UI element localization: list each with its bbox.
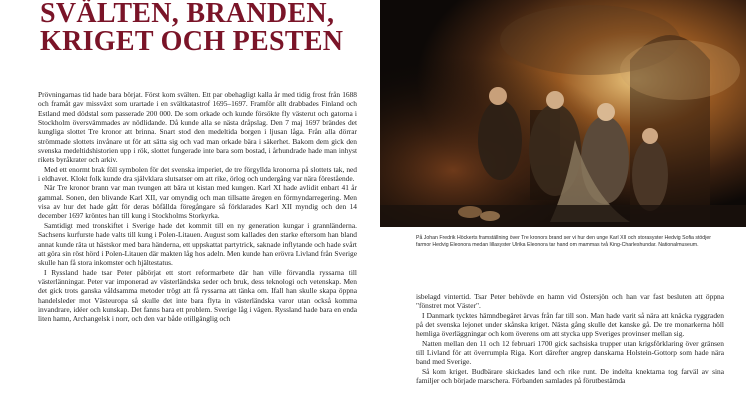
paragraph: När Tre kronor brann var man tvungen att bära ut kistan med kungen. Karl XI hade avlidit enbart 41 år gammal. Sonen, den blivande Karl XII, var omyndig och man tillsatte äregen en förmyndarregering. Men visa av hur det hade gått för deras böfällda föregångare så förklarades Karl XII myndig och den 14 december 1697 kröntes han till kung i Stockholms Storkyrka. (38, 183, 357, 221)
title-line-1: SVÄLTEN, BRANDEN, (40, 0, 335, 29)
painting-illustration (380, 0, 746, 227)
paragraph: Med ett enormt brak föll symbolen för det svenska imperiet, de tre förgyllda kronorna på slottets tak, ned i eldhavet. Klokt folk kunde dra självklara slutsatser om att rike, örlog och undergång var nära förestående. (38, 164, 357, 184)
paragraph: isbelagd vintertid. Tsar Peter behövde en hamn vid Östersjön och han var fast besluten att öppna "fönstret mot Väster". (416, 292, 724, 311)
paragraph: I Danmark tycktes hämndbegäret ärvas från far till son. Man hade varit så nära att knäcka ryggraden på det svenska lejonet under skånska kriget. Nästa gång skulle det kanske gå. De tre monarkerna höll hemliga överläggningar och kom överens om att stycka upp Sveriges provinser mellan sig. (416, 310, 724, 339)
right-text-column (416, 292, 724, 419)
title-line-2: KRIGET OCH PESTEN (40, 26, 344, 57)
paragraph: Så kom kriget. Budbärare skickades land och rike runt. De indelta knektarna tog farväl av sina familjer och började marschera. Förbanden samlades på förutbestämda (416, 366, 724, 386)
image-caption: På Johan Fredrik Höckerts framställning över Tre kronors brand ser vi hur den unge Karl XII och storasyster Hedvig Sofia stödjer farmor Hedvig Eleonora medan lillasyster Ulrika Eleonora tar hand om mammas två King-Charleshundar. Nationalmuseum. (416, 235, 711, 249)
paragraph: Prövningarnas tid hade bara börjat. Först kom svälten. Ett par obehagligt kalla år med tidig frost från 1688 och framåt gav missväxt som urartade i en svältkatastrof 1695–1697. Framför allt drabbades Finland och Estland med dödstal som passerade 200 000. De som orkade och kunde försökte fly västerut och gatorna i Stockholm översvämmades av nödlidande. Då kunde alla se nästa dråpslag. Den 7 maj 1697 brändes det kungliga slottet Tre kronor att brinna. Snart stod den medeltida borgen i ljusan låga. Från alla dörrar strömmade slottets invånare ut för att sätta sig och vad man orkade bära i säkerhet. Bakom dem gick den svenska medeltidshistorien upp i rök, slottet fungerade inte bara som bostad, i århundrade hade man inhyst rikets byråkrater och arkiv. (38, 90, 357, 165)
paragraph: Samtidigt med tronskiftet i Sverige hade det kommit till en ny generation kungar i grannländerna. Sachsens kurfurste hade valts till kung i Polen-Litauen. August som kallades den starke eftersom han bland annat kunde räta ut hästskor med bara händerna, ett uppskattat partytrick, saknade inflytande och hade svårt att göra sin röst hörd i Polen-Litauen där makten låg hos adeln. Men kunde han erövra Livland från Sverige skulle han få stora inkomster och hjältestatus. (38, 220, 357, 268)
painting-image (380, 0, 746, 227)
paragraph: I Ryssland hade tsar Peter påbörjat ett stort reformarbete där han ville förvandla ryssarna till västerlänningar. Peter var imponerad av västerländska seder och bruk, dess teknologi och vetenskap. Men det gick trots ganska våldsamma metoder trögt att få ryssarna att tänka om. Ifall han skulle skapa öppna handelsleder mot Västeuropa så skulle det inte bara flyta in västerländska varor utan också komma invandrare, idéer och kunskap. Det fanns bara ett problem. Sverige låg i vägen. Ryssland hade bara en enda liten hamn, Archangelsk i norr, och den var både otillgänglig och (38, 267, 357, 324)
paragraph: Natten mellan den 11 och 12 februari 1700 gick sachsiska trupper utan krigsförklaring över gränsen till Livland för att överrumpla Riga. Kort därefter angrep danskarna Holstein-Gottorp som hade nära band med Sverige. (416, 338, 724, 367)
article-title (40, 0, 344, 57)
left-text-column (38, 90, 357, 419)
